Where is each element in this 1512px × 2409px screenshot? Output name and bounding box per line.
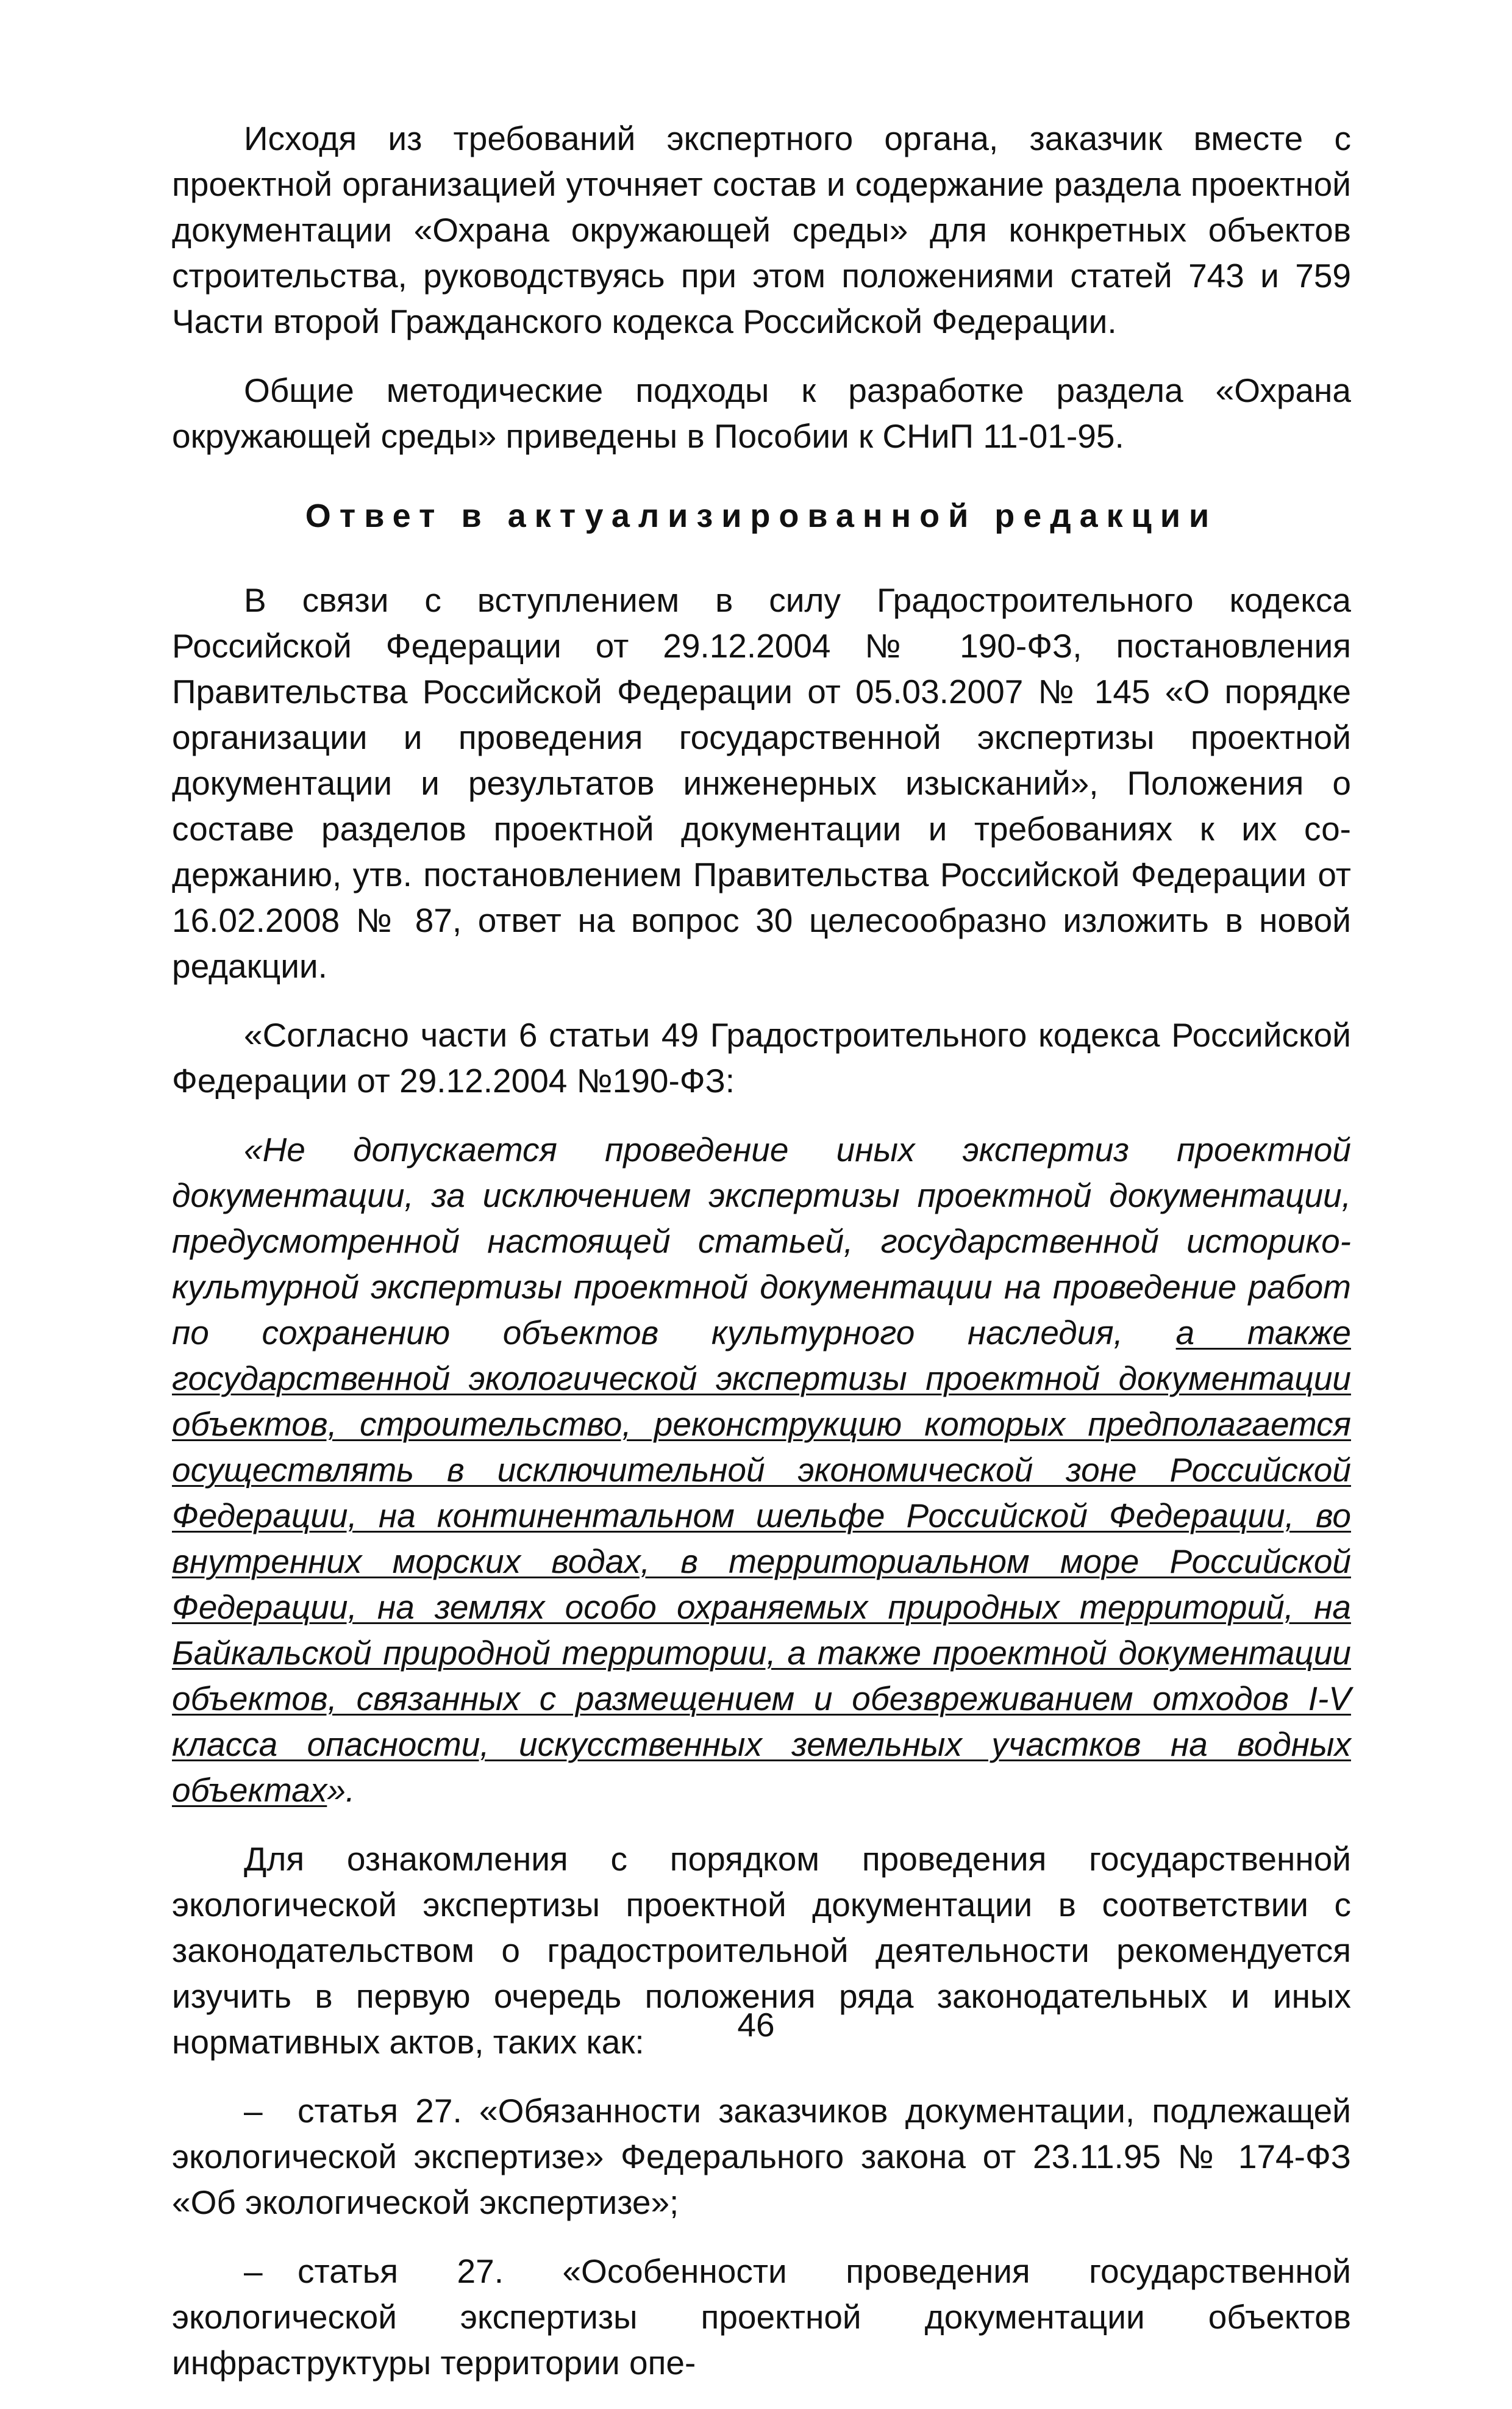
paragraph-requirements: Исходя из требований экспертного органа, заказчик вместе с проектной организацией уточняет состав и содержание раздела проектной документации «Охрана окружающей среды» для конкретных объектов строительства, руководствуясь при этом положениями статей 743 и 759 Части второй Гражданского кодекса Российской Федерации. — [172, 120, 1351, 340]
paragraph-methodology: Общие методические подходы к разработке раздела «Охрана окружающей среды» приведены в Пособии к СНиП 11-01-95. — [172, 371, 1351, 455]
page-number: 46 — [737, 2006, 775, 2044]
paragraph-citation-intro: «Согласно части 6 статьи 49 Градостроительного кодекса Российской Федерации от 29.12.2004 №190-ФЗ: — [172, 1016, 1351, 1100]
legal-quote — [172, 1127, 1351, 1813]
list-dash: – — [244, 2252, 263, 2290]
paragraph-legal-basis: В связи с вступлением в силу Градостроительного кодекса Российской Федерации от 29.12.2004 № 190-ФЗ, постановления Правительства Российской Федерации от 05.03.2007 № 145 «О порядке организации и проведения государственной экспертизы проектной документации и результатов инженерных изысканий», Положения о составе разделов проектной документации и требованиях к их содержанию, утв. постановлением Правительства Российской Федерации от 16.02.2008 № 87, ответ на вопрос 30 целесообразно изложить в новой редакции. — [172, 581, 1351, 985]
quote-plain-text: «Не допускается проведение иных экспертиз проектной документации, за исключением экспертизы проектной документации, предусмотренной настоящей статьей, государственной историко-культурной экспертизы проектной документации на проведение работ по сохранению объектов культурного наследия, — [172, 1131, 1351, 1351]
section-heading: Ответ в актуализированной редакции — [305, 498, 1218, 534]
list-item — [172, 2088, 1351, 2225]
document-page — [172, 116, 1351, 2409]
quote-underlined-text: а также государственной экологической экспертизы проектной документации объектов, строительство, реконструкцию которых предполагается осуществлять в исключительной экономической зоне Российской Федерации, на континентальном шельфе Российской Федерации, во внутренних морских водах, в территориальном море Российской Федерации, на землях особо охраняемых природных территорий, на Байкальской природной территории, а также проектной документации объектов, связанных с размещением и обезвреживанием отходов I-V класса опасности, искусственных земельных участков на водных объектах — [172, 1314, 1352, 1809]
list-dash: – — [244, 2092, 263, 2130]
quote-closing: ». — [327, 1771, 355, 1809]
paragraph-recommendation: Для ознакомления с порядком проведения государственной экологической экспертизы проектной документации в соответствии с законодательством о градостроительной деятельности рекомендуется изучить в первую очередь положения ряда законодательных и иных нормативных актов, таких как: — [172, 1840, 1351, 2061]
list-item — [172, 2249, 1351, 2386]
list-item-text: статья 27. «Обязанности заказчиков документации, подлежащей экологической экспертизе» Федерального закона от 23.11.95 № 174-ФЗ «Об экологической экспертизе»; — [172, 2092, 1351, 2221]
list-item-text: статья 27. «Особенности проведения государственной экологической экспертизы проектной документации объектов инфраструктуры территории опе- — [172, 2252, 1351, 2382]
